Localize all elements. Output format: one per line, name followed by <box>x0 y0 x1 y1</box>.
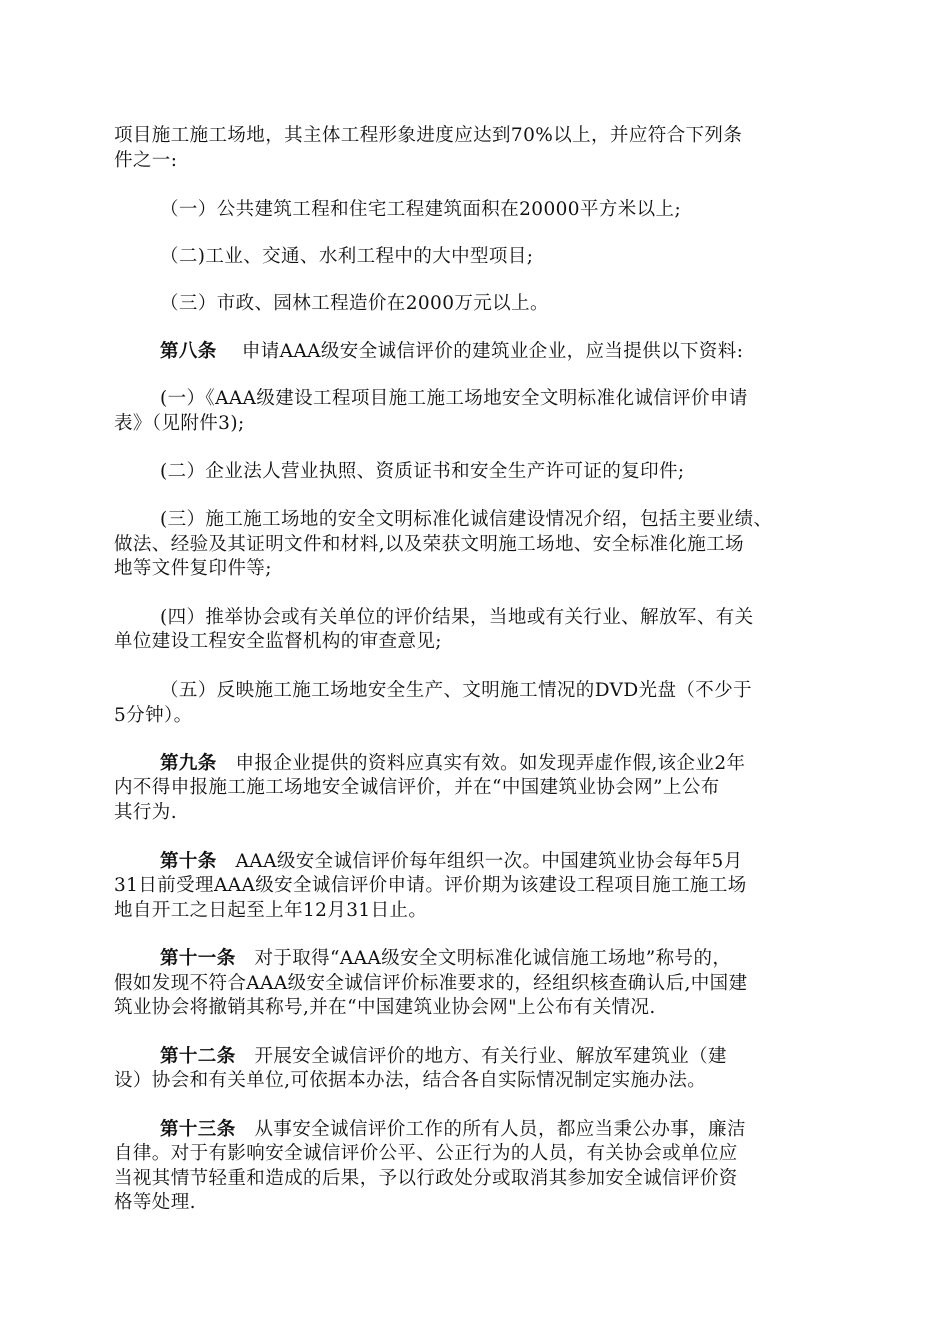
article-text: AAA级安全诚信评价每年组织一次。中国建筑业协会每年5月 <box>235 851 743 872</box>
text-line: 5分钟）。 <box>114 705 193 726</box>
text-line: （二)工业、交通、水利工程中的大中型项目; <box>160 246 534 267</box>
article-10 <box>160 850 743 874</box>
text-line: （五）反映施工施工场地安全生产、文明施工情况的DVD光盘（不少于 <box>160 680 753 701</box>
article-9 <box>160 752 745 776</box>
text-line: 格等处理. <box>114 1192 196 1213</box>
text-line: 31日前受理AAA级安全诚信评价申请。评价期为该建设工程项目施工施工场 <box>114 875 747 896</box>
text-line: 内不得申报施工施工场地安全诚信评价，并在“中国建筑业协会网”上公布 <box>114 777 720 798</box>
article-13 <box>160 1118 746 1142</box>
article-heading: 第十二条 <box>160 1046 236 1067</box>
article-8 <box>160 340 743 364</box>
text-line: 当视其情节轻重和造成的后果，予以行政处分或取消其参加安全诚信评价资 <box>114 1168 738 1189</box>
text-line: 表》（见附件3); <box>114 413 245 434</box>
text-line: 假如发现不符合AAA级安全诚信评价标准要求的，经组织核查确认后,中国建 <box>114 973 748 994</box>
text-line: 设）协会和有关单位,可依据本办法，结合各自实际情况制定实施办法。 <box>114 1070 707 1091</box>
text-line: 项目施工施工场地，其主体工程形象进度应达到70%以上，并应符合下列条 <box>114 125 743 146</box>
text-line: 筑业协会将撤销其称号,并在“中国建筑业协会网"上公布有关情况. <box>114 997 656 1018</box>
text-line: 地等文件复印件等; <box>114 558 272 579</box>
article-text: 从事安全诚信评价工作的所有人员，都应当秉公办事，廉洁 <box>254 1119 746 1140</box>
text-line: (一）《AAA级建设工程项目施工施工场地安全文明标准化诚信评价申请 <box>160 388 748 409</box>
article-heading: 第十一条 <box>160 948 236 969</box>
article-heading: 第十三条 <box>160 1119 236 1140</box>
text-line: （一）公共建筑工程和住宅工程建筑面积在20000平方米以上; <box>160 199 682 220</box>
text-line: 地自开工之日起至上年12月31日止。 <box>114 900 428 921</box>
article-text: 开展安全诚信评价的地方、有关行业、解放军建筑业（建 <box>254 1046 727 1067</box>
text-line: 件之一: <box>114 150 178 171</box>
text-line: 做法、经验及其证明文件和材料,以及荣获文明施工场地、安全标准化施工场 <box>114 534 744 555</box>
article-11 <box>160 947 731 971</box>
article-heading: 第十条 <box>160 851 217 872</box>
article-text: 申请AAA级安全诚信评价的建筑业企业，应当提供以下资料: <box>241 341 744 362</box>
text-line: 单位建设工程安全监督机构的审查意见; <box>114 631 442 652</box>
text-line: 自律。对于有影响安全诚信评价公平、公正行为的人员，有关协会或单位应 <box>114 1143 738 1164</box>
article-heading: 第九条 <box>160 753 217 774</box>
text-line: (二）企业法人营业执照、资质证书和安全生产许可证的复印件; <box>160 461 685 482</box>
article-text: 申报企业提供的资料应真实有效。如发现弄虚作假,该企业2年 <box>235 753 746 774</box>
article-text: 对于取得“AAA级安全文明标准化诚信施工场地”称号的， <box>254 948 732 969</box>
article-12 <box>160 1045 727 1069</box>
text-line: 其行为. <box>114 802 177 823</box>
text-line: (四）推举协会或有关单位的评价结果，当地或有关行业、解放军、有关 <box>160 607 754 628</box>
text-line: (三）施工施工场地的安全文明标准化诚信建设情况介绍，包括主要业绩、 <box>160 509 773 530</box>
article-heading: 第八条 <box>160 341 217 362</box>
text-line: （三）市政、园林工程造价在2000万元以上。 <box>160 293 549 314</box>
